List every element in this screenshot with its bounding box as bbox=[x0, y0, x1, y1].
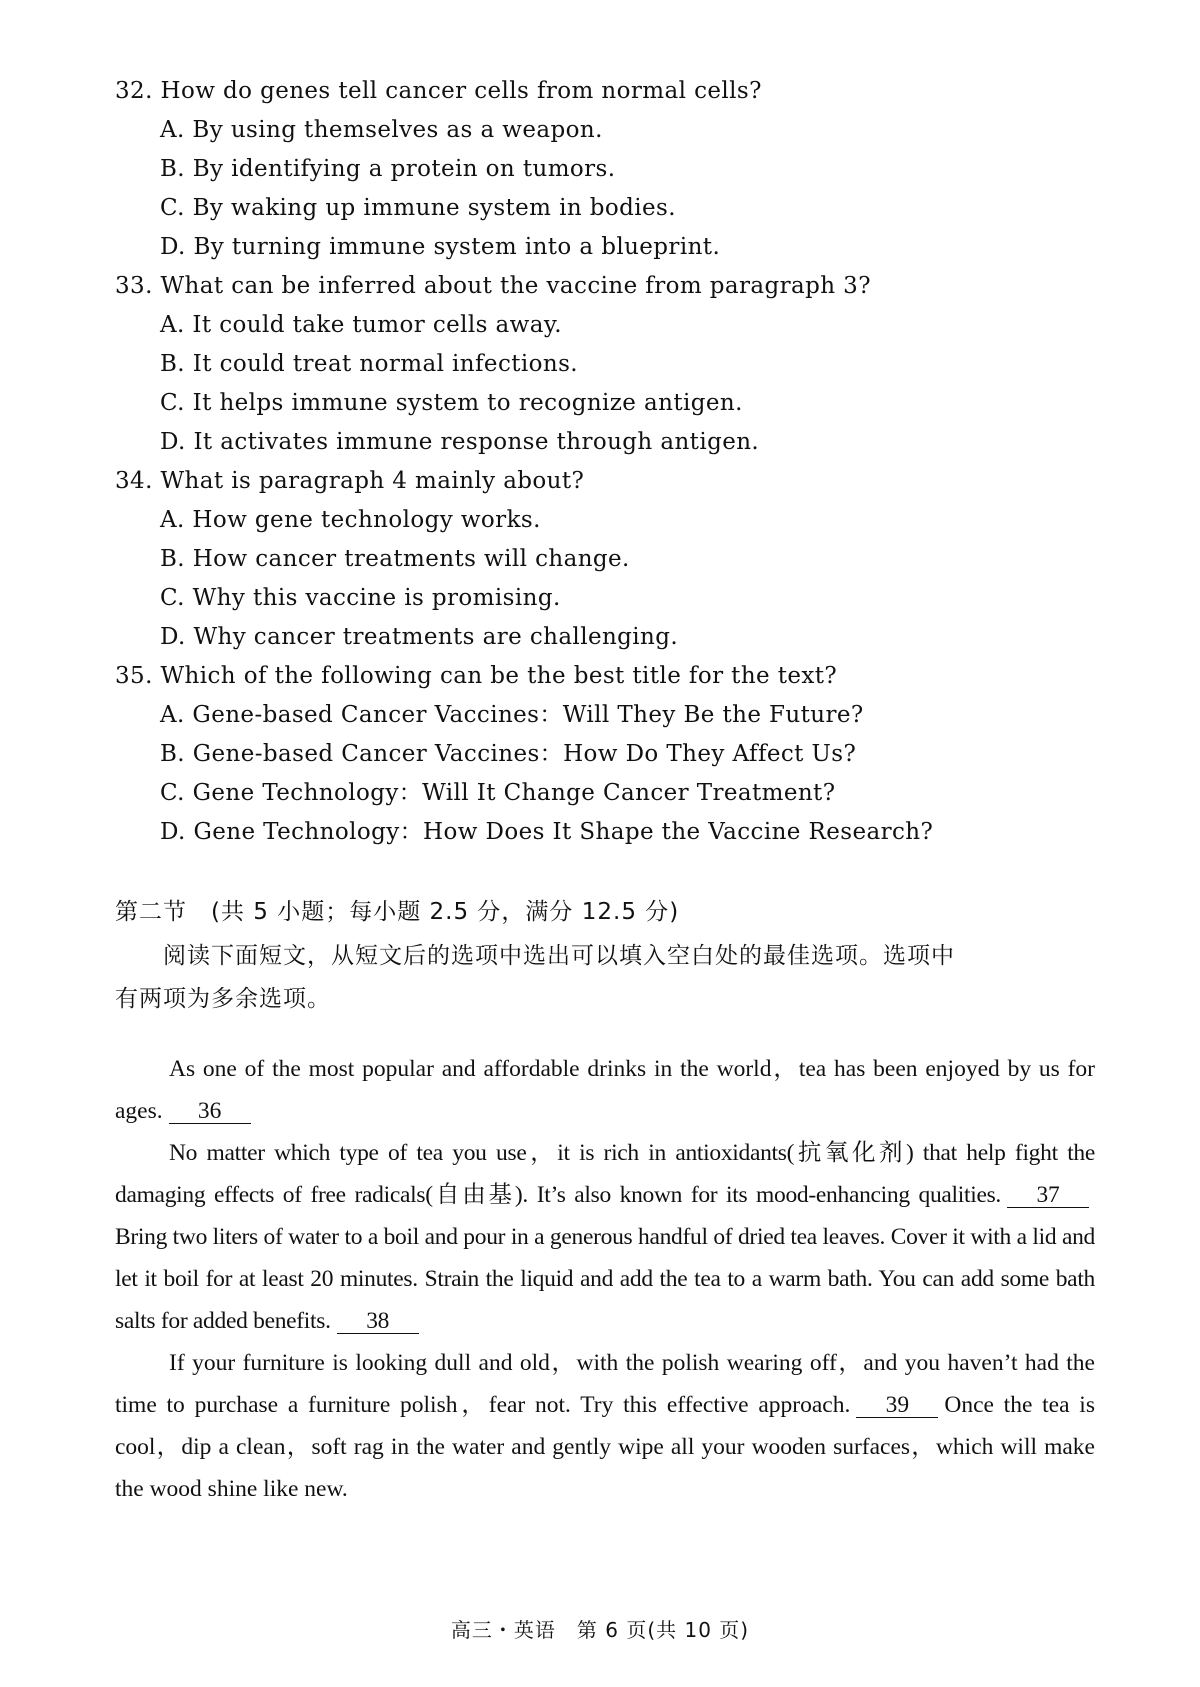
question-34-option-b: B. How cancer treatments will change. bbox=[160, 546, 630, 572]
question-35-option-b: B. Gene-based Cancer Vaccines：How Do They Affect Us? bbox=[160, 741, 857, 767]
question-35-stem: 35. Which of the following can be the best title for the text? bbox=[115, 663, 838, 689]
question-34-option-c: C. Why this vaccine is promising. bbox=[160, 585, 561, 611]
section-2-instruction-line-2: 有两项为多余选项。 bbox=[115, 986, 331, 1012]
paragraph-3-text-a: If your furniture is looking dull and old，with the polish wearing off，and you haven’t had the time to purchase a furniture polish，fear not. Try this effective approach. bbox=[115, 1350, 1095, 1418]
blank-36: 36 bbox=[169, 1099, 251, 1124]
question-34-option-d: D. Why cancer treatments are challenging. bbox=[160, 624, 679, 650]
question-33-option-d: D. It activates immune response through antigen. bbox=[160, 429, 760, 455]
blank-39: 39 bbox=[856, 1393, 938, 1418]
page-footer: 高三・英语 第 6 页(共 10 页) bbox=[450, 1618, 750, 1642]
question-32-option-d: D. By turning immune system into a blueprint. bbox=[160, 234, 721, 260]
blank-38: 38 bbox=[337, 1309, 419, 1334]
question-32-stem: 32. How do genes tell cancer cells from normal cells? bbox=[115, 78, 762, 104]
question-33-stem: 33. What can be inferred about the vaccine from paragraph 3? bbox=[115, 273, 871, 299]
question-34-option-a: A. How gene technology works. bbox=[160, 507, 541, 533]
question-33-option-a: A. It could take tumor cells away. bbox=[160, 312, 562, 338]
section-2-heading: 第二节 (共 5 小题；每小题 2.5 分，满分 12.5 分) bbox=[115, 899, 680, 925]
question-35-option-c: C. Gene Technology：Will It Change Cancer Treatment? bbox=[160, 780, 836, 806]
question-35-option-a: A. Gene-based Cancer Vaccines：Will They Be the Future? bbox=[160, 702, 864, 728]
question-34-stem: 34. What is paragraph 4 mainly about? bbox=[115, 468, 585, 494]
question-32-option-c: C. By waking up immune system in bodies. bbox=[160, 195, 676, 221]
passage-paragraph-3 bbox=[115, 1342, 1095, 1510]
question-32-option-b: B. By identifying a protein on tumors. bbox=[160, 156, 616, 182]
passage-paragraph-2 bbox=[115, 1132, 1095, 1342]
paragraph-3-text-b: Once the tea is cool，dip a clean，soft rag in the water and gently wipe all your wooden surfaces，which will make the wood shine like new. bbox=[115, 1392, 1095, 1502]
question-33-option-c: C. It helps immune system to recognize antigen. bbox=[160, 390, 743, 416]
question-33-option-b: B. It could treat normal infections. bbox=[160, 351, 579, 377]
paragraph-2-text-b: Bring two liters of water to a boil and pour in a generous handful of dried tea leaves. Cover it with a lid and let it boil for at least 20 minutes. Strain the liquid and add the tea to a warm bath. You can add some bath salts for added benefits. bbox=[115, 1224, 1095, 1334]
paragraph-1-text: As one of the most popular and affordable drinks in the world，tea has been enjoyed by us for ages. bbox=[115, 1056, 1095, 1124]
question-35-option-d: D. Gene Technology：How Does It Shape the Vaccine Research? bbox=[160, 819, 934, 845]
paragraph-2-text-a: No matter which type of tea you use，it is rich in antioxidants(抗氧化剂) that help fight the damaging effects of free radicals(自由基). It’s also known for its mood-enhancing qualities. bbox=[115, 1140, 1095, 1208]
question-32-option-a: A. By using themselves as a weapon. bbox=[160, 117, 603, 143]
passage-paragraph-1 bbox=[115, 1048, 1095, 1132]
blank-37: 37 bbox=[1007, 1183, 1089, 1208]
section-2-instruction-line-1: 阅读下面短文，从短文后的选项中选出可以填入空白处的最佳选项。选项中 bbox=[115, 943, 955, 969]
